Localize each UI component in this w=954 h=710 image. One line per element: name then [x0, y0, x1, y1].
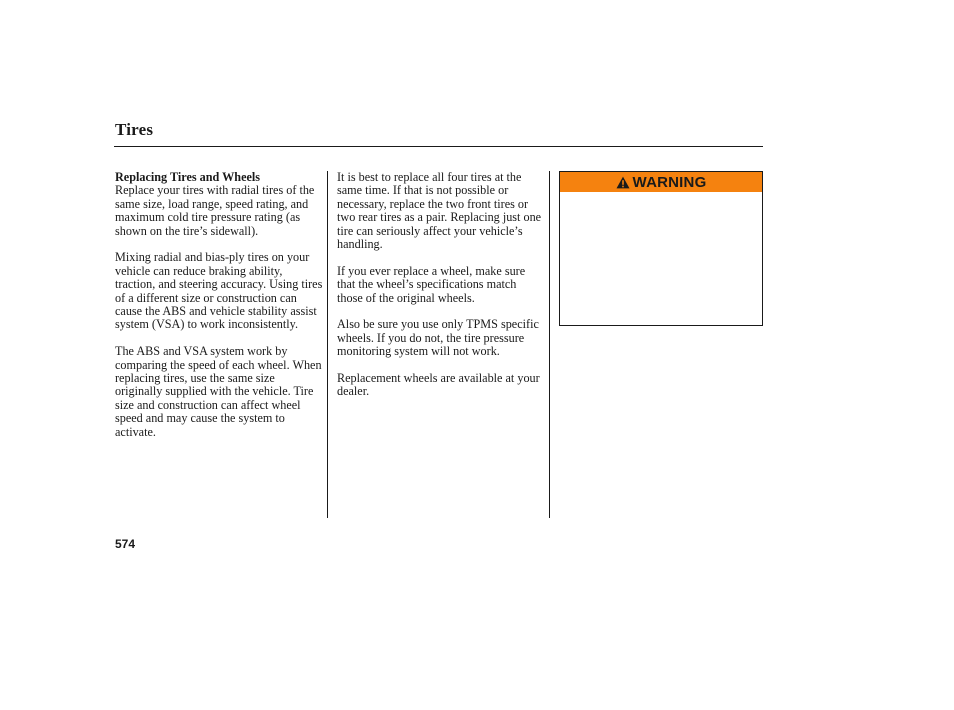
warning-box: [559, 171, 763, 326]
paragraph-text: Replace your tires with radial tires of the same size, load range, speed rating, and maximum cold tire pressure rating (as shown on the tire’s sidewall).: [115, 183, 315, 238]
paragraph-text: It is best to replace all four tires at the same time. If that is not possible or necessary, replace the two front tires or two rear tires as a pair. Replacing just one tire can seriously affect your vehicle’s handling.: [337, 170, 542, 252]
warning-banner: [560, 172, 762, 192]
page-number: 574: [115, 537, 136, 551]
section-heading: Replacing Tires and Wheels: [115, 170, 261, 184]
column-divider: [327, 171, 328, 518]
paragraph-text: Replacement wheels are available at your dealer.: [337, 371, 540, 399]
page-title: Tires: [115, 120, 154, 139]
warning-label: WARNING: [632, 173, 707, 191]
paragraph-text: Mixing radial and bias-ply tires on your vehicle can reduce braking ability, traction, and steering accuracy. Using tires of a different size or construction can cause the ABS and vehicle stability assist system (VSA) to work inconsistently.: [115, 250, 323, 332]
column-middle: [337, 171, 543, 412]
paragraph-text: If you ever replace a wheel, make sure that the wheel’s specifications match those of the original wheels.: [337, 263, 526, 305]
paragraph-intro: [115, 171, 323, 238]
header-rule: [114, 146, 763, 147]
warning-triangle-icon: [616, 176, 630, 189]
paragraph-text: Also be sure you use only TPMS specific wheels. If you do not, the tire pressure monitoring system will not work.: [337, 317, 539, 359]
column-left: [115, 171, 323, 452]
column-divider: [549, 171, 550, 518]
paragraph-text: The ABS and VSA system work by comparing the speed of each wheel. When replacing tires, use the same size originally supplied with the vehicle. Tire size and construction can affect wheel speed and may cause the system to activate.: [115, 344, 322, 439]
